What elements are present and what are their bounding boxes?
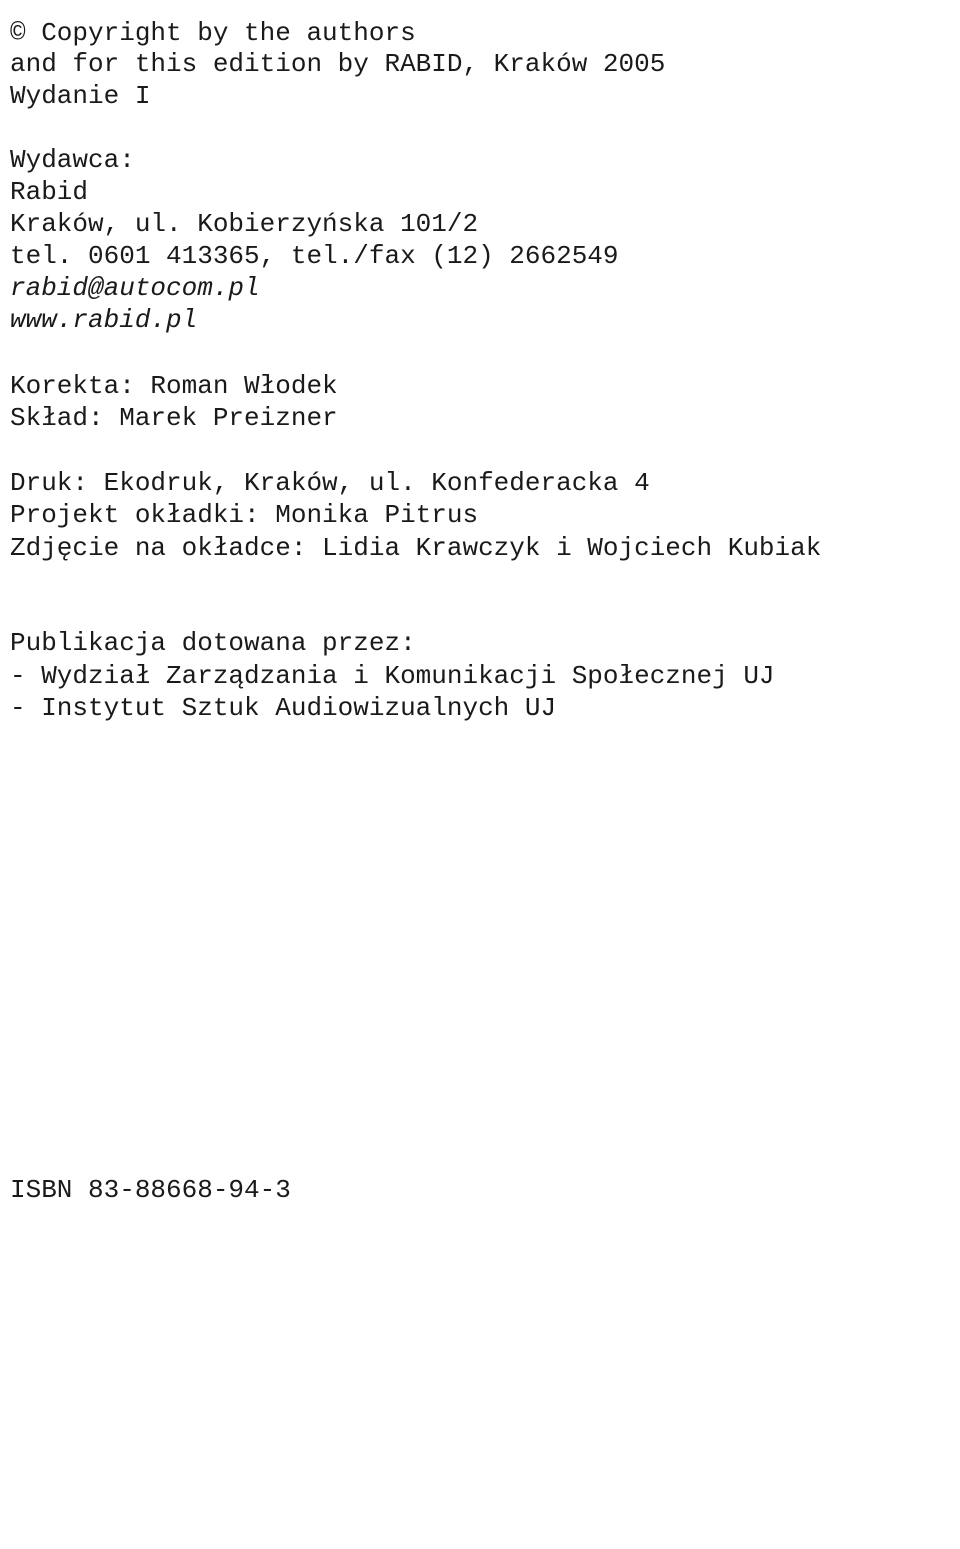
typesetting-credit: Skład: Marek Preizner (10, 403, 338, 433)
imprint-page (10, 0, 950, 1549)
publisher-website: www.rabid.pl (10, 305, 198, 335)
cover-design-credit: Projekt okładki: Monika Pitrus (10, 500, 479, 530)
funding-item: - Wydział Zarządzania i Komunikacji Społecznej UJ (10, 661, 775, 691)
printing-credit: Druk: Ekodruk, Kraków, ul. Konfederacka 4 (10, 468, 650, 498)
copyright-line: © Copyright by the authors (10, 18, 416, 48)
cover-photo-credit: Zdjęcie na okładce: Lidia Krawczyk i Wojciech Kubiak (10, 533, 822, 563)
funding-item: - Instytut Sztuk Audiowizualnych UJ (10, 693, 557, 723)
isbn: ISBN 83-88668-94-3 (10, 1175, 291, 1205)
publisher-email: rabid@autocom.pl (10, 273, 260, 303)
edition-number: Wydanie I (10, 81, 151, 111)
proofreading-credit: Korekta: Roman Włodek (10, 371, 338, 401)
publisher-address: Kraków, ul. Kobierzyńska 101/2 (10, 209, 479, 239)
publisher-heading: Wydawca: (10, 145, 135, 175)
publisher-name: Rabid (10, 177, 89, 207)
copyright-edition-line: and for this edition by RABID, Kraków 2005 (10, 49, 666, 79)
publisher-phone: tel. 0601 413365, tel./fax (12) 2662549 (10, 241, 619, 271)
funding-heading: Publikacja dotowana przez: (10, 628, 416, 658)
